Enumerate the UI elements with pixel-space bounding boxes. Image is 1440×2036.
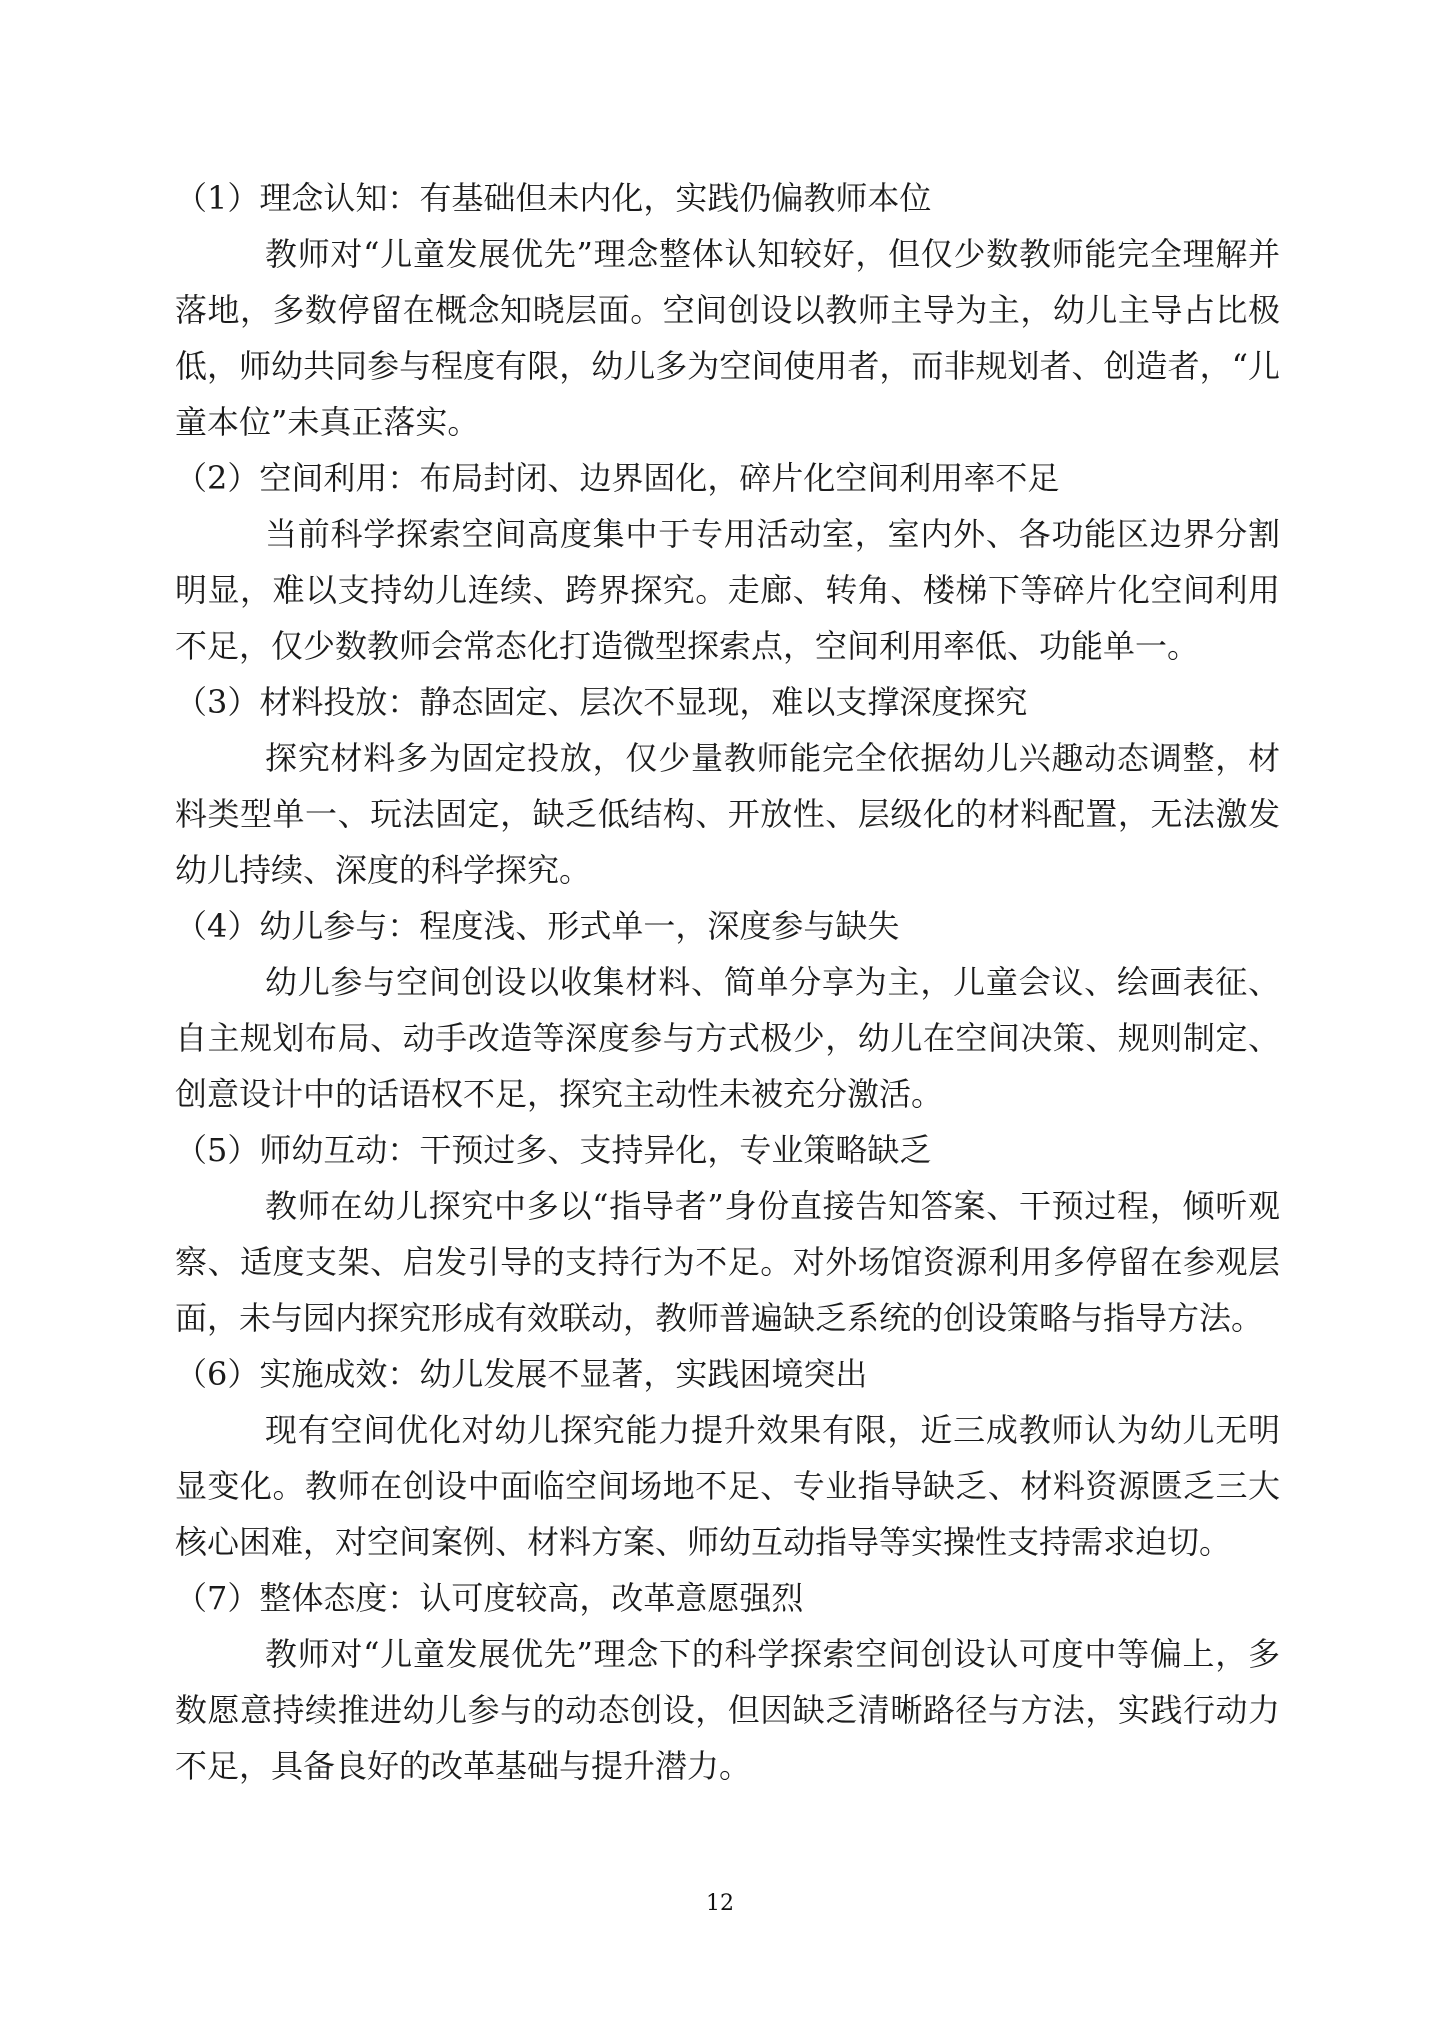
- section-7-paragraph: 教师对“儿童发展优先”理念下的科学探索空间创设认可度中等偏上，多数愿意持续推进幼儿参与的动态创设，但因缺乏清晰路径与方法，实践行动力不足，具备良好的改革基础与提升潜力。: [175, 1635, 1280, 1785]
- section-2: [175, 450, 1280, 674]
- section-6: [175, 1346, 1280, 1570]
- section-4-paragraph: 幼儿参与空间创设以收集材料、简单分享为主，儿童会议、绘画表征、自主规划布局、动手改造等深度参与方式极少，幼儿在空间决策、规则制定、创意设计中的话语权不足，探究主动性未被充分激活。: [175, 963, 1280, 1113]
- section-6-paragraph: 现有空间优化对幼儿探究能力提升效果有限，近三成教师认为幼儿无明显变化。教师在创设中面临空间场地不足、专业指导缺乏、材料资源匮乏三大核心困难，对空间案例、材料方案、师幼互动指导等实操性支持需求迫切。: [175, 1411, 1280, 1561]
- section-6-heading: （6）实施成效：幼儿发展不显著，实践困境突出: [175, 1355, 868, 1393]
- section-5-paragraph: 教师在幼儿探究中多以“指导者”身份直接告知答案、干预过程，倾听观察、适度支架、启发引导的支持行为不足。对外场馆资源利用多停留在参观层面，未与园内探究形成有效联动，教师普遍缺乏系统的创设策略与指导方法。: [175, 1187, 1280, 1337]
- section-4-heading: （4）幼儿参与：程度浅、形式单一，深度参与缺失: [175, 907, 900, 945]
- section-4: [175, 898, 1280, 1122]
- section-7: [175, 1570, 1280, 1794]
- section-3: [175, 674, 1280, 898]
- section-5-heading: （5）师幼互动：干预过多、支持异化，专业策略缺乏: [175, 1131, 932, 1169]
- page-number: 12: [706, 1891, 734, 1916]
- section-1-heading: （1）理念认知：有基础但未内化，实践仍偏教师本位: [175, 179, 932, 217]
- section-1-paragraph: 教师对“儿童发展优先”理念整体认知较好，但仅少数教师能完全理解并落地，多数停留在概念知晓层面。空间创设以教师主导为主，幼儿主导占比极低，师幼共同参与程度有限，幼儿多为空间使用者，而非规划者、创造者，“儿童本位”未真正落实。: [175, 235, 1280, 441]
- section-7-heading: （7）整体态度：认可度较高，改革意愿强烈: [175, 1579, 804, 1617]
- section-2-heading: （2）空间利用：布局封闭、边界固化，碎片化空间利用率不足: [175, 459, 1060, 497]
- section-3-heading: （3）材料投放：静态固定、层次不显现，难以支撑深度探究: [175, 683, 1028, 721]
- section-2-paragraph: 当前科学探索空间高度集中于专用活动室，室内外、各功能区边界分割明显，难以支持幼儿连续、跨界探究。走廊、转角、楼梯下等碎片化空间利用不足，仅少数教师会常态化打造微型探索点，空间利用率低、功能单一。: [175, 515, 1280, 665]
- section-3-paragraph: 探究材料多为固定投放，仅少量教师能完全依据幼儿兴趣动态调整，材料类型单一、玩法固定，缺乏低结构、开放性、层级化的材料配置，无法激发幼儿持续、深度的科学探究。: [175, 739, 1280, 889]
- section-1: [175, 170, 1280, 450]
- document-body: [175, 170, 1280, 1794]
- section-5: [175, 1122, 1280, 1346]
